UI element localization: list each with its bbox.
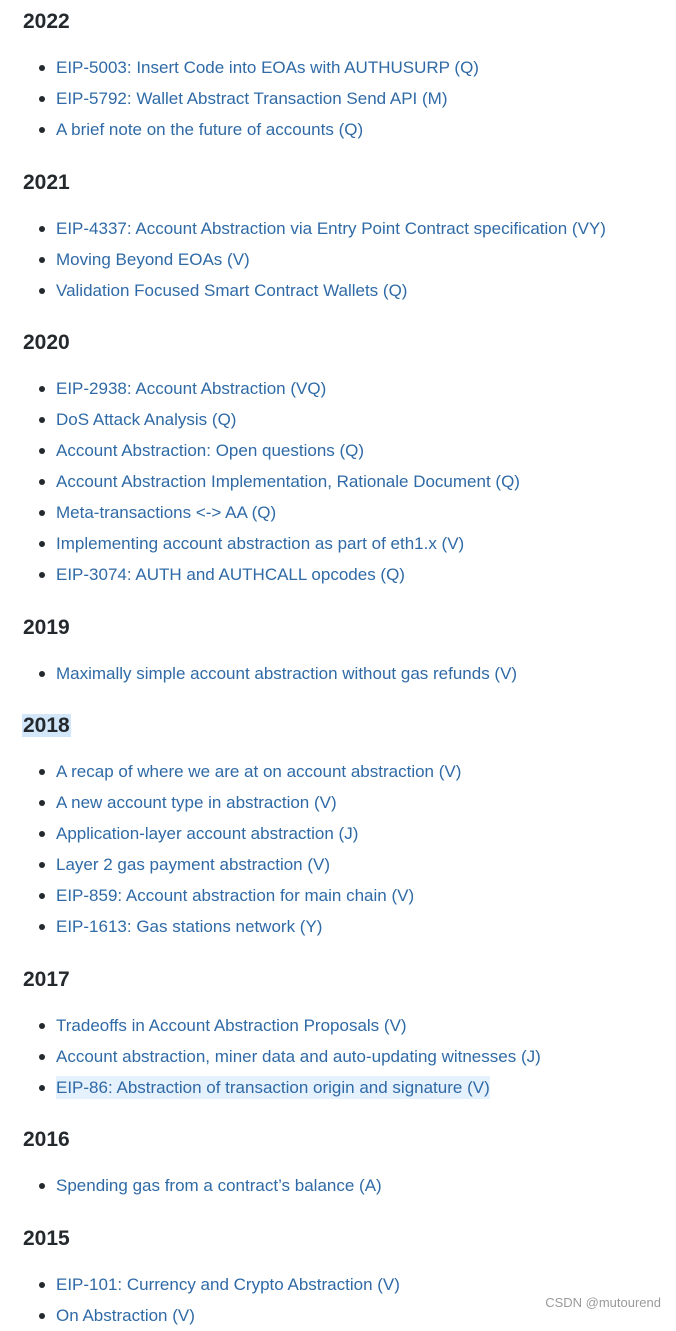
link-list [22, 1170, 676, 1201]
link-list [22, 213, 676, 306]
list-item [56, 559, 676, 590]
reference-link[interactable]: Application-layer account abstraction (J) [56, 824, 359, 843]
link-list [22, 756, 676, 942]
reference-link[interactable]: A recap of where we are at on account abstraction (V) [56, 762, 462, 781]
list-item [56, 52, 676, 83]
list-item [56, 880, 676, 911]
year-heading-text: 2015 [23, 1226, 70, 1250]
year-heading [22, 1125, 676, 1155]
list-item [56, 1170, 676, 1201]
link-list [22, 1010, 676, 1103]
reference-link[interactable]: Implementing account abstraction as part of eth1.x (V) [56, 534, 465, 553]
list-item [56, 849, 676, 880]
reference-link[interactable]: Account Abstraction: Open questions (Q) [56, 441, 365, 460]
link-list [22, 373, 676, 590]
reference-link[interactable]: A brief note on the future of accounts (Q) [56, 120, 364, 139]
list-item [56, 435, 676, 466]
list-item [56, 818, 676, 849]
reference-link[interactable]: EIP-4337: Account Abstraction via Entry Point Contract specification (VY) [56, 218, 606, 238]
year-heading [22, 328, 676, 358]
list-item [56, 404, 676, 435]
link-list [22, 658, 676, 689]
reference-link[interactable]: EIP-3074: AUTH and AUTHCALL opcodes (Q) [56, 565, 405, 584]
year-heading [22, 965, 676, 995]
reference-link[interactable]: Tradeoffs in Account Abstraction Proposals (V) [56, 1015, 407, 1035]
reference-link[interactable]: Moving Beyond EOAs (V) [56, 249, 250, 269]
year-heading-text: 2022 [23, 10, 70, 33]
reference-link[interactable]: Validation Focused Smart Contract Wallets (Q) [56, 280, 408, 300]
list-item [56, 213, 676, 244]
year-heading [22, 613, 676, 643]
list-item [56, 275, 676, 306]
reference-link[interactable]: Spending gas from a contract’s balance (A) [56, 1176, 382, 1195]
reference-link[interactable]: EIP-859: Account abstraction for main chain (V) [56, 886, 415, 905]
list-item [56, 787, 676, 818]
list-item [56, 244, 676, 275]
reference-link[interactable]: On Abstraction (V) [56, 1305, 195, 1325]
reference-link[interactable]: Account Abstraction Implementation, Rationale Document (Q) [56, 472, 520, 491]
year-heading-text: 2018 [23, 714, 70, 737]
year-heading-text: 2020 [23, 331, 70, 354]
list-item [56, 1010, 676, 1041]
list-item [56, 911, 676, 942]
year-heading-text: 2019 [23, 615, 70, 639]
reference-link[interactable]: EIP-86: Abstraction of transaction origin and signature (V) [56, 1077, 490, 1097]
list-item [56, 756, 676, 787]
list-item [56, 528, 676, 559]
reference-link[interactable]: Maximally simple account abstraction without gas refunds (V) [56, 663, 518, 683]
year-heading-text: 2016 [23, 1128, 70, 1151]
reference-link[interactable]: EIP-1613: Gas stations network (Y) [56, 917, 323, 936]
year-heading [22, 1224, 676, 1254]
reference-link[interactable]: Meta-transactions <-> AA (Q) [56, 503, 277, 522]
reference-link[interactable]: Account abstraction, miner data and auto-updating witnesses (J) [56, 1046, 541, 1066]
reference-link[interactable]: EIP-5003: Insert Code into EOAs with AUTHUSURP (Q) [56, 58, 479, 77]
list-item [56, 83, 676, 114]
year-heading-text: 2017 [23, 967, 70, 991]
list-item [56, 114, 676, 145]
list-item [56, 497, 676, 528]
year-heading [22, 7, 676, 37]
watermark: CSDN @mutourend [545, 1295, 661, 1310]
reference-link[interactable]: EIP-101: Currency and Crypto Abstraction (V) [56, 1274, 400, 1294]
year-heading [22, 168, 676, 198]
reference-link[interactable]: EIP-2938: Account Abstraction (VQ) [56, 379, 327, 398]
reference-link[interactable]: Layer 2 gas payment abstraction (V) [56, 855, 331, 874]
year-heading [22, 711, 676, 741]
list-item [56, 1072, 676, 1103]
link-list [22, 52, 676, 145]
list-item [56, 373, 676, 404]
year-heading-text: 2021 [23, 170, 70, 194]
list-item [56, 658, 676, 689]
list-item [56, 466, 676, 497]
reference-link[interactable]: A new account type in abstraction (V) [56, 793, 337, 812]
reference-link[interactable]: EIP-5792: Wallet Abstract Transaction Send API (M) [56, 89, 448, 108]
list-item [56, 1041, 676, 1072]
reference-link[interactable]: DoS Attack Analysis (Q) [56, 410, 237, 429]
